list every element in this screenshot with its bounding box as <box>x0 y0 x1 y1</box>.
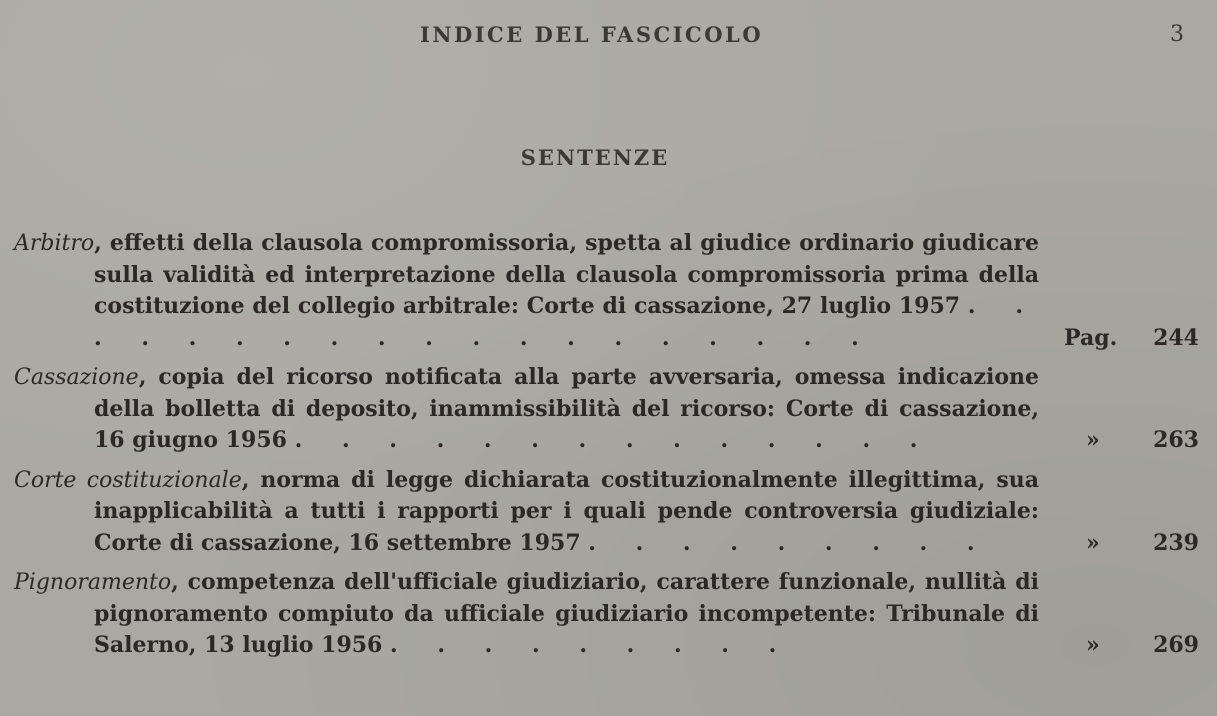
page-reference-prefix: Pag. <box>1064 324 1118 351</box>
page-reference <box>1064 528 1199 560</box>
entry-text: , effetti della clausola compromissoria, spetta al giudice ordinario giudicare sulla validità ed interpretazione della clausola compromissoria prima della costituzione del collegio arbitrale: Corte di cassazione, 27 luglio 1957 <box>94 230 1039 319</box>
running-head <box>0 22 1217 52</box>
entry-keyword: Pignoramento <box>14 570 172 595</box>
index-entry <box>14 362 1199 457</box>
page-reference <box>1064 425 1199 457</box>
running-title: INDICE DEL FASCICOLO <box>420 22 764 47</box>
index-entry <box>14 567 1199 662</box>
entry-text: , competenza dell'ufficiale giudiziario, carattere funzionale, nullità di pignoramento compiuto da ufficiale giudiziario incompetente: Tribunale di Salerno, 13 luglio 1956 <box>94 569 1039 658</box>
page-reference <box>1064 323 1199 355</box>
entry-body <box>14 567 1039 662</box>
entry-keyword: Arbitro <box>14 231 95 256</box>
dot-leader: . . . . . . . . . <box>588 529 991 556</box>
dot-leader: . . . . . . . . . <box>390 632 793 658</box>
entry-keyword: Corte costituzionale <box>14 467 242 493</box>
page-reference-number: 244 <box>1153 324 1199 351</box>
ditto-mark: » <box>1086 632 1100 658</box>
entry-text: , norma di legge dichiarata costituzionalmente illegittima, sua inapplicabilità a tutti i rapporti per i quali pende controversia giudiziale: Corte di cassazione, 16 settembre 1957 <box>94 466 1039 556</box>
dot-leader: . . . . . . . . . . . . . . . . . . . <box>94 293 1039 351</box>
entry-text: , copia del ricorso notificata alla parte avversaria, omessa indicazione della bolletta di deposito, inammissibilità del ricorso: Corte di cassazione, 16 giugno 1956 <box>94 364 1039 453</box>
entry-body <box>14 362 1039 457</box>
dot-leader: . . . . . . . . . . . . . . <box>294 427 934 453</box>
ditto-mark: » <box>1086 529 1100 556</box>
entry-keyword: Cassazione <box>14 365 139 390</box>
entry-body <box>14 465 1039 560</box>
page-reference <box>1064 630 1199 662</box>
index-entry <box>14 228 1199 354</box>
page-reference-number: 263 <box>1153 427 1199 453</box>
section-title: SENTENZE <box>520 145 670 170</box>
index-entries <box>14 228 1199 670</box>
page-reference-number: 269 <box>1153 632 1199 658</box>
index-entry <box>14 465 1199 560</box>
page-reference-number: 239 <box>1153 529 1199 556</box>
page-number: 3 <box>1170 22 1184 47</box>
ditto-mark: » <box>1086 427 1100 453</box>
entry-body <box>14 228 1039 354</box>
